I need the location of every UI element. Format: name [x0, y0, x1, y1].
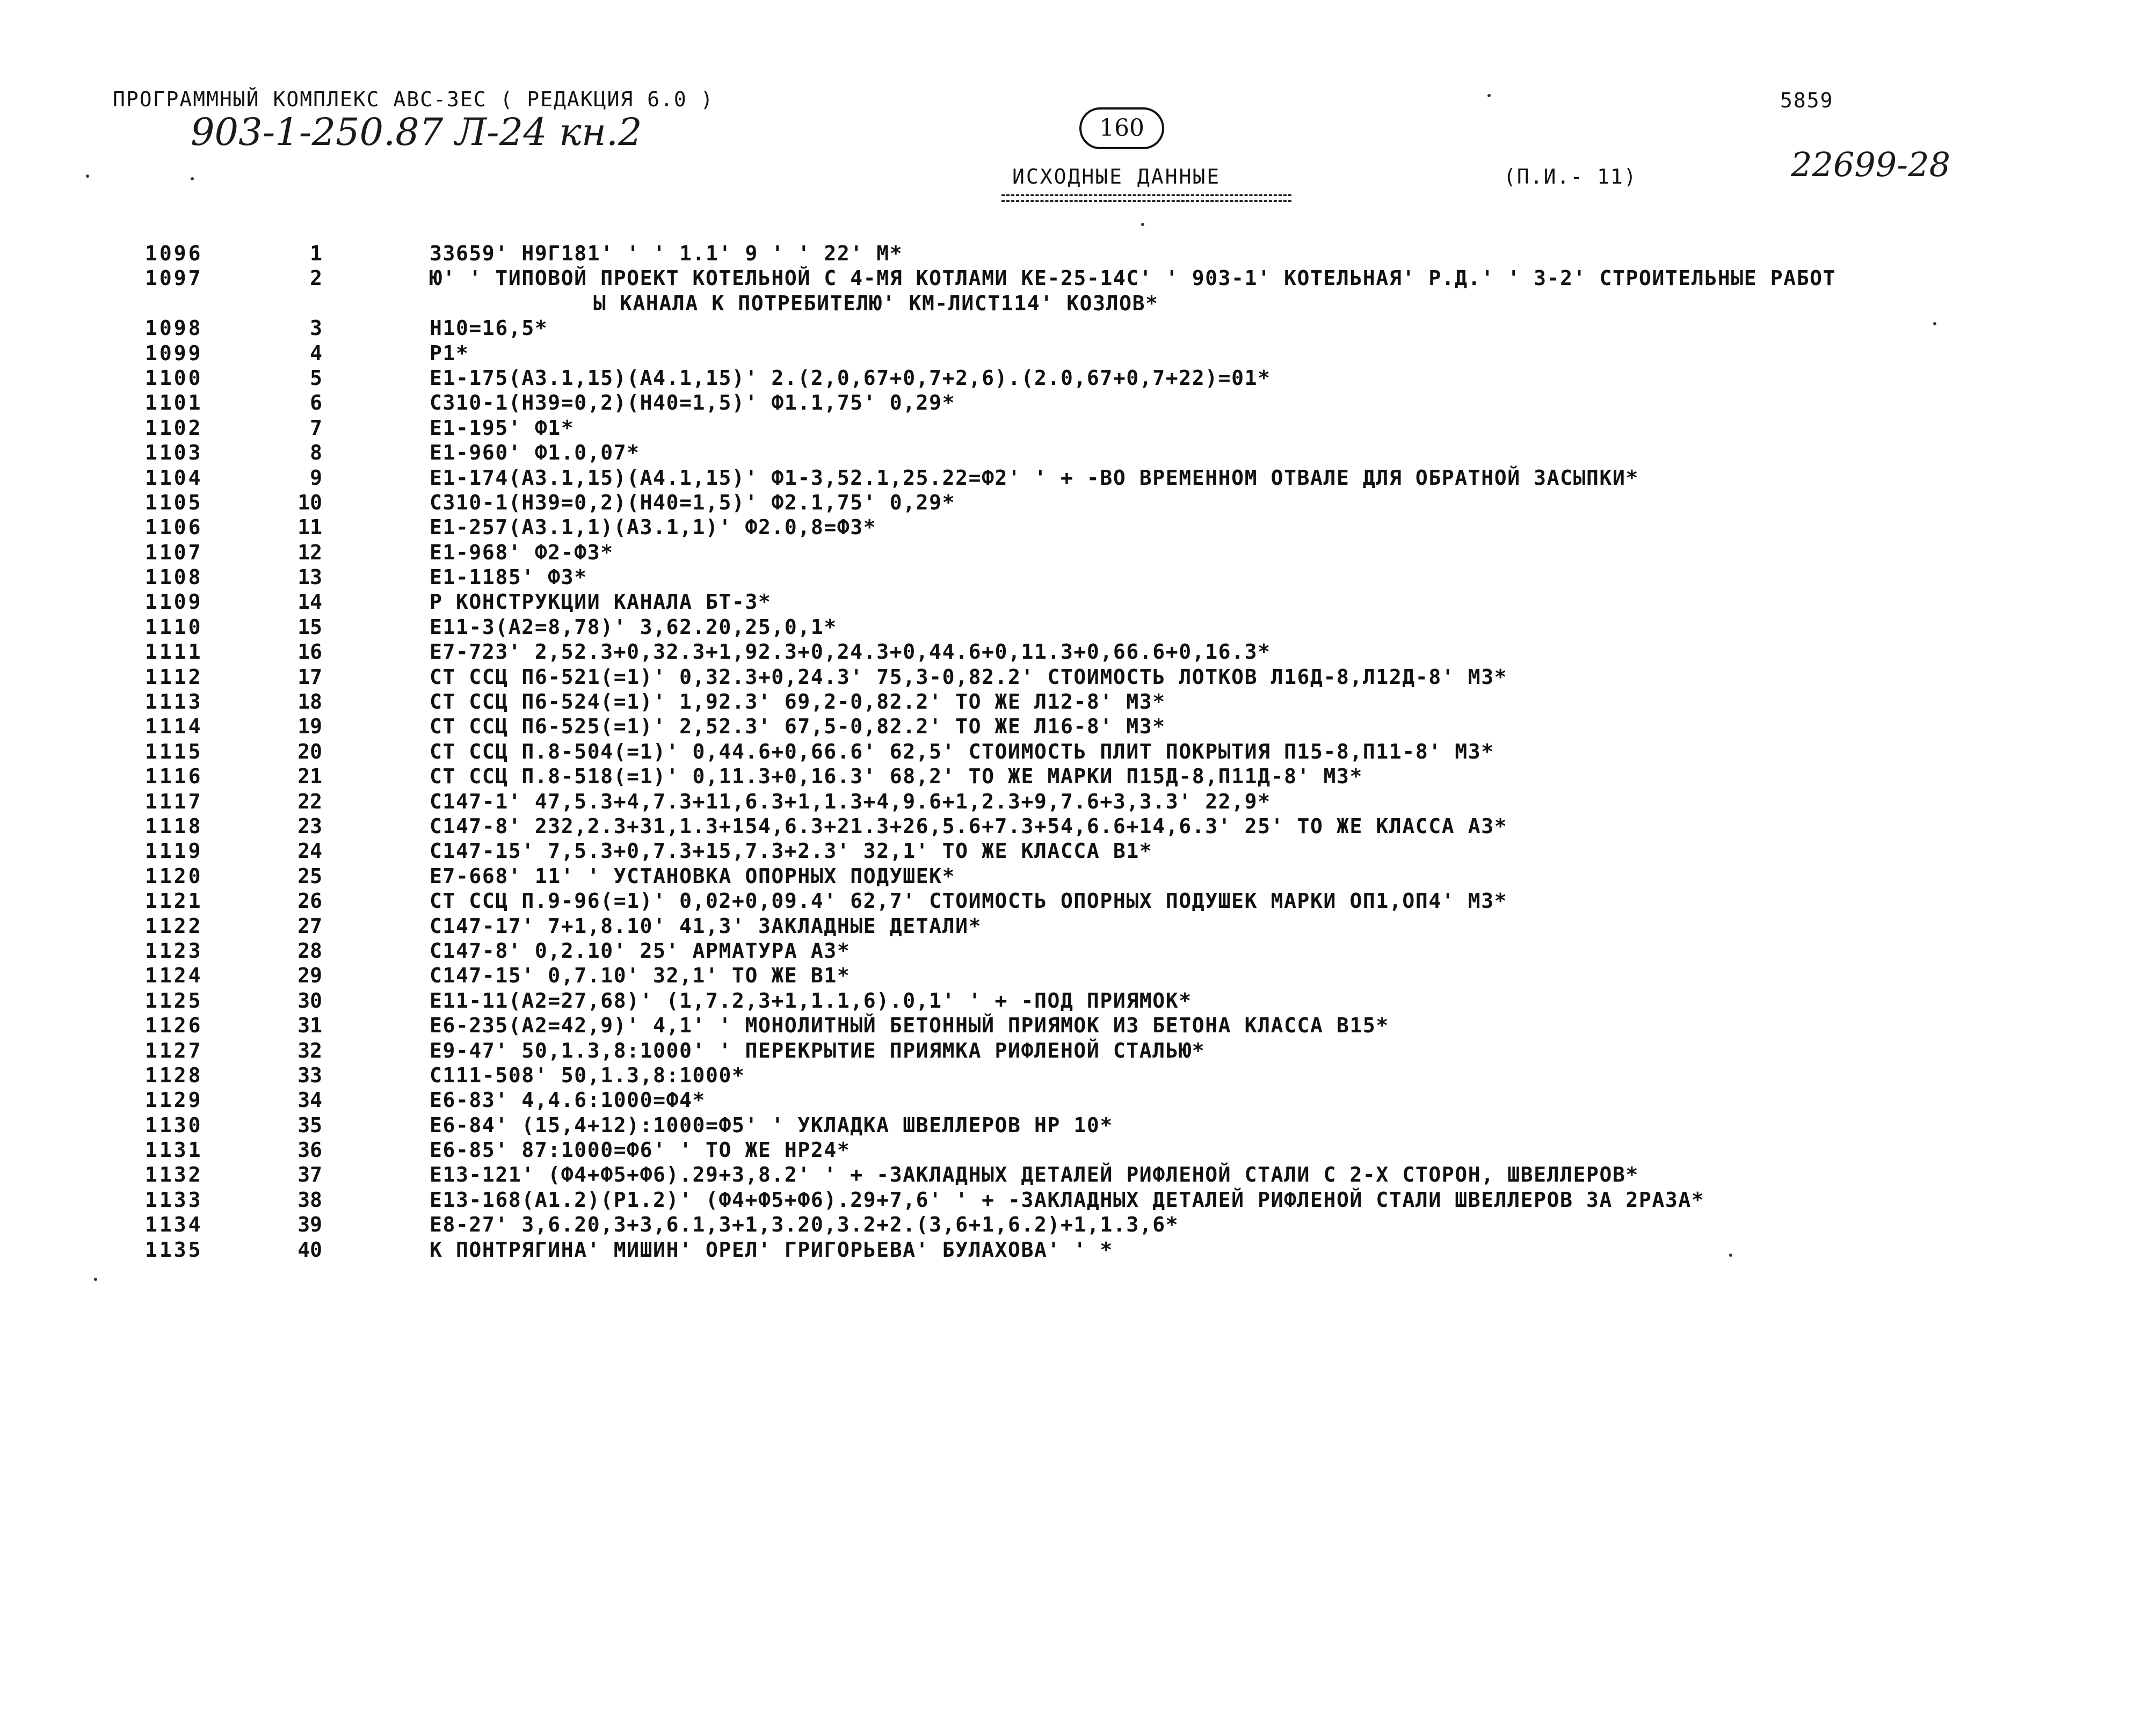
item-index: 34 — [297, 1088, 322, 1112]
item-index: 16 — [297, 640, 322, 664]
record-text: С147-15' 7,5.3+0,7.3+15,7.3+2.3' 32,1' ТО ЖЕ КЛАССА В1* — [430, 839, 1153, 863]
record-text: Е1-175(А3.1,15)(А4.1,15)' 2.(2,0,67+0,7+2,6).(2.0,67+0,7+22)=01* — [430, 366, 1271, 390]
record-text: Н10=16,5* — [430, 316, 548, 340]
line-number: 1112 — [145, 665, 203, 689]
record-text: 33659' Н9Г181' ' ' 1.1' 9 ' ' 22' М* — [430, 242, 903, 265]
item-index: 31 — [297, 1014, 322, 1038]
record-text: Е1-195' Ф1* — [430, 416, 575, 440]
line-number: 1127 — [145, 1038, 203, 1062]
record-text: Е6-235(А2=42,9)' 4,1' ' МОНОЛИТНЫЙ БЕТОННЫЙ ПРИЯМОК ИЗ БЕТОНА КЛАССА В15* — [430, 1014, 1389, 1038]
listing-row — [0, 764, 2156, 789]
listing-row — [0, 266, 2156, 291]
item-index: 5 — [310, 366, 322, 390]
listing-row — [0, 839, 2156, 864]
listing-row — [0, 615, 2156, 640]
listing-row — [0, 1238, 2156, 1263]
record-text: Е8-27' 3,6.20,3+3,6.1,3+1,3.20,3.2+2.(3,6+1,6.2)+1,1.3,6* — [430, 1213, 1179, 1237]
item-index: 40 — [297, 1237, 322, 1262]
line-number: 1118 — [145, 814, 203, 838]
record-text: Е9-47' 50,1.3,8:1000' ' ПЕРЕКРЫТИЕ ПРИЯМКА РИФЛЕНОЙ СТАЛЬЮ* — [430, 1038, 1206, 1062]
record-text: Е1-257(А3.1,1)(А3.1,1)' Ф2.0,8=Ф3* — [430, 515, 877, 540]
line-number: 1096 — [145, 242, 203, 265]
item-index: 8 — [310, 441, 322, 465]
line-number: 1134 — [145, 1213, 203, 1237]
listing-row — [0, 1063, 2156, 1088]
record-text: Е1-968' Ф2-Ф3* — [430, 540, 614, 564]
item-index: 35 — [297, 1113, 322, 1137]
scan-speck — [1729, 1254, 1732, 1257]
listing-row — [0, 690, 2156, 715]
listing-row — [0, 1039, 2156, 1063]
item-index: 15 — [297, 615, 322, 639]
record-text: С310-1(Н39=0,2)(Н40=1,5)' Ф2.1,75' 0,29* — [430, 490, 956, 514]
record-text: Е11-11(А2=27,68)' (1,7.2,3+1,1.1,6).0,1' ' + -ПОД ПРИЯМОК* — [430, 988, 1192, 1012]
record-text: Е6-83' 4,4.6:1000=Ф4* — [430, 1088, 706, 1112]
listing-row — [0, 466, 2156, 491]
record-text: Е11-3(А2=8,78)' 3,62.20,25,0,1* — [430, 615, 837, 639]
item-index: 20 — [297, 739, 322, 763]
handwritten-reference: 903-1-250.87 Л-24 кн.2 — [191, 110, 642, 154]
item-index: 25 — [297, 864, 322, 888]
listing-row — [0, 416, 2156, 441]
record-text: Ы КАНАЛА К ПОТРЕБИТЕЛЮ' КМ-ЛИСТ114' КОЗЛОВ* — [593, 291, 1159, 315]
item-index: 30 — [297, 988, 322, 1012]
record-text: С147-17' 7+1,8.10' 41,3' ЗАКЛАДНЫЕ ДЕТАЛИ* — [430, 914, 982, 938]
item-index: 36 — [297, 1138, 322, 1162]
line-number: 1115 — [145, 739, 203, 763]
item-index: 33 — [297, 1063, 322, 1087]
listing-row — [0, 491, 2156, 515]
listing-row — [0, 814, 2156, 839]
item-index: 18 — [297, 690, 322, 714]
listing-row — [0, 541, 2156, 565]
listing-row — [0, 939, 2156, 964]
listing-row — [0, 665, 2156, 690]
listing-row — [0, 914, 2156, 939]
listing-row — [0, 1014, 2156, 1038]
record-text: Е6-84' (15,4+12):1000=Ф5' ' УКЛАДКА ШВЕЛЛЕРОВ НР 10* — [430, 1113, 1113, 1137]
listing-row — [0, 565, 2156, 590]
line-number: 1109 — [145, 590, 203, 614]
line-number: 1097 — [145, 266, 203, 290]
record-text: Е1-1185' Ф3* — [430, 565, 587, 589]
item-index: 28 — [297, 938, 322, 963]
scan-speck — [1141, 223, 1144, 226]
listing-row — [0, 441, 2156, 465]
item-index: 17 — [297, 665, 322, 689]
page-marker: (П.И.- 11) — [1504, 165, 1637, 188]
line-number: 1116 — [145, 764, 203, 789]
item-index: 9 — [310, 465, 322, 490]
item-index: 10 — [297, 490, 322, 514]
listing-row — [0, 316, 2156, 341]
record-text: С111-508' 50,1.3,8:1000* — [430, 1063, 745, 1087]
line-number: 1120 — [145, 864, 203, 888]
record-text: СТ ССЦ П6-525(=1)' 2,52.3' 67,5-0,82.2' ТО ЖЕ Л16-8' М3* — [430, 715, 1166, 739]
record-text: Е13-121' (Ф4+Ф5+Ф6).29+3,8.2' ' + -ЗАКЛАДНЫХ ДЕТАЛЕЙ РИФЛЕНОЙ СТАЛИ С 2-Х СТОРОН, ШВЕЛЛЕРОВ* — [430, 1163, 1639, 1187]
record-text: СТ ССЦ П6-521(=1)' 0,32.3+0,24.3' 75,3-0,82.2' СТОИМОСТЬ ЛОТКОВ Л16Д-8,Л12Д-8' М3* — [430, 665, 1508, 689]
listing-row — [0, 889, 2156, 914]
record-text: С147-1' 47,5.3+4,7.3+11,6.3+1,1.3+4,9.6+1,2.3+9,7.6+3,3.3' 22,9* — [430, 789, 1271, 813]
record-text: К ПОНТРЯГИНА' МИШИН' ОРЕЛ' ГРИГОРЬЕВА' БУЛАХОВА' ' * — [430, 1237, 1113, 1262]
record-text: С310-1(Н39=0,2)(Н40=1,5)' Ф1.1,75' 0,29* — [430, 391, 956, 415]
line-number: 1122 — [145, 914, 203, 938]
item-index: 21 — [297, 764, 322, 789]
line-number: 1135 — [145, 1237, 203, 1262]
line-number: 1101 — [145, 391, 203, 415]
listing-row — [0, 1213, 2156, 1237]
item-index: 7 — [310, 416, 322, 440]
item-index: 3 — [310, 316, 322, 340]
section-title-underline — [1001, 194, 1291, 202]
record-text: С147-8' 232,2.3+31,1.3+154,6.3+21.3+26,5.6+7.3+54,6.6+14,6.3' 25' ТО ЖЕ КЛАССА А3* — [430, 814, 1508, 838]
item-index: 26 — [297, 889, 322, 913]
page-number-stamp: 160 — [1079, 107, 1164, 149]
line-number: 1103 — [145, 441, 203, 465]
listing-row — [0, 242, 2156, 266]
line-number: 1104 — [145, 465, 203, 490]
program-title: ПРОГРАММНЫЙ КОМПЛЕКС АВС-3ЕС ( РЕДАКЦИЯ 6.0 ) — [113, 88, 714, 111]
listing-row — [0, 864, 2156, 889]
record-text: СТ ССЦ П.8-504(=1)' 0,44.6+0,66.6' 62,5' СТОИМОСТЬ ПЛИТ ПОКРЫТИЯ П15-8,П11-8' М3* — [430, 739, 1494, 763]
line-number: 1106 — [145, 515, 203, 540]
scan-speck — [94, 1278, 97, 1281]
line-number: 1108 — [145, 565, 203, 589]
record-text: СТ ССЦ П.8-518(=1)' 0,11.3+0,16.3' 68,2' ТО ЖЕ МАРКИ П15Д-8,П11Д-8' М3* — [430, 764, 1363, 789]
listing-row — [0, 391, 2156, 416]
listing-row — [0, 366, 2156, 391]
listing-row — [0, 1163, 2156, 1188]
item-index: 14 — [297, 590, 322, 614]
item-index: 32 — [297, 1038, 322, 1062]
item-index: 4 — [310, 341, 322, 365]
record-text: Е6-85' 87:1000=Ф6' ' ТО ЖЕ НР24* — [430, 1138, 851, 1162]
listing-row — [0, 1188, 2156, 1213]
line-number: 1098 — [145, 316, 203, 340]
record-text: Р1* — [430, 341, 469, 365]
item-index: 22 — [297, 789, 322, 813]
item-index: 23 — [297, 814, 322, 838]
item-index: 1 — [310, 242, 322, 265]
line-number: 1107 — [145, 540, 203, 564]
item-index: 24 — [297, 839, 322, 863]
record-text: Е13-168(А1.2)(Р1.2)' (Ф4+Ф5+Ф6).29+7,6' ' + -ЗАКЛАДНЫХ ДЕТАЛЕЙ РИФЛЕНОЙ СТАЛИ ШВЕЛЛЕРОВ ЗА 2РАЗА* — [430, 1188, 1705, 1212]
listing-row-continuation — [0, 292, 2156, 316]
record-text: СТ ССЦ П.9-96(=1)' 0,02+0,09.4' 62,7' СТОИМОСТЬ ОПОРНЫХ ПОДУШЕК МАРКИ ОП1,ОП4' М3* — [430, 889, 1508, 913]
line-number: 1114 — [145, 715, 203, 739]
item-index: 13 — [297, 565, 322, 589]
item-index: 38 — [297, 1188, 322, 1212]
corner-number: 5859 — [1780, 89, 1834, 112]
line-number: 1129 — [145, 1088, 203, 1112]
record-text: Е1-960' Ф1.0,07* — [430, 441, 640, 465]
line-number: 1132 — [145, 1163, 203, 1187]
line-number: 1100 — [145, 366, 203, 390]
line-number: 1124 — [145, 964, 203, 988]
line-number: 1102 — [145, 416, 203, 440]
listing-row — [0, 341, 2156, 366]
item-index: 19 — [297, 715, 322, 739]
record-text: С147-8' 0,2.10' 25' АРМАТУРА А3* — [430, 938, 851, 963]
item-index: 37 — [297, 1163, 322, 1187]
listing-row — [0, 640, 2156, 665]
line-number: 1130 — [145, 1113, 203, 1137]
listing-row — [0, 1138, 2156, 1163]
record-text: Е1-174(А3.1,15)(А4.1,15)' Ф1-3,52.1,25.22=Ф2' ' + -ВО ВРЕМЕННОМ ОТВАЛЕ ДЛЯ ОБРАТНОЙ ЗАСЫПКИ* — [430, 465, 1639, 490]
line-number: 1117 — [145, 789, 203, 813]
listing-row — [0, 740, 2156, 764]
line-number: 1121 — [145, 889, 203, 913]
line-number: 1126 — [145, 1014, 203, 1038]
listing-row — [0, 1113, 2156, 1138]
record-text: СТ ССЦ П6-524(=1)' 1,92.3' 69,2-0,82.2' ТО ЖЕ Л12-8' М3* — [430, 690, 1166, 714]
line-number: 1123 — [145, 938, 203, 963]
listing-row — [0, 790, 2156, 814]
line-number: 1111 — [145, 640, 203, 664]
listing-row — [0, 1088, 2156, 1113]
listing-row — [0, 515, 2156, 540]
item-index: 6 — [310, 391, 322, 415]
item-index: 11 — [297, 515, 322, 540]
item-index: 29 — [297, 964, 322, 988]
line-number: 1128 — [145, 1063, 203, 1087]
listing-row — [0, 590, 2156, 615]
line-number: 1113 — [145, 690, 203, 714]
item-index: 27 — [297, 914, 322, 938]
scan-speck — [191, 177, 194, 180]
line-number: 1110 — [145, 615, 203, 639]
item-index: 2 — [310, 266, 322, 290]
line-number: 1105 — [145, 490, 203, 514]
scan-speck — [1933, 322, 1936, 325]
section-title: ИСХОДНЫЕ ДАННЫЕ — [1012, 165, 1221, 188]
item-index: 12 — [297, 540, 322, 564]
handwritten-code: 22699-28 — [1791, 145, 1951, 184]
record-text: Р КОНСТРУКЦИИ КАНАЛА БТ-3* — [430, 590, 772, 614]
record-text: Е7-668' 11' ' УСТАНОВКА ОПОРНЫХ ПОДУШЕК* — [430, 864, 956, 888]
line-number: 1119 — [145, 839, 203, 863]
record-text: С147-15' 0,7.10' 32,1' ТО ЖЕ В1* — [430, 964, 851, 988]
record-text: Ю' ' ТИПОВОЙ ПРОЕКТ КОТЕЛЬНОЙ С 4-МЯ КОТЛАМИ КЕ-25-14С' ' 903-1' КОТЕЛЬНАЯ' Р.Д.' ' 3-2' СТРОИТЕЛЬНЫЕ РАБОТ — [430, 266, 1836, 290]
record-text: Е7-723' 2,52.3+0,32.3+1,92.3+0,24.3+0,44.6+0,11.3+0,66.6+0,16.3* — [430, 640, 1271, 664]
item-index: 39 — [297, 1213, 322, 1237]
listing-row — [0, 964, 2156, 988]
line-number: 1133 — [145, 1188, 203, 1212]
listing-row — [0, 989, 2156, 1014]
line-number: 1125 — [145, 988, 203, 1012]
line-number: 1099 — [145, 341, 203, 365]
scan-speck — [1487, 94, 1491, 97]
scan-speck — [86, 174, 89, 178]
data-listing — [0, 242, 2156, 1263]
listing-row — [0, 715, 2156, 739]
line-number: 1131 — [145, 1138, 203, 1162]
